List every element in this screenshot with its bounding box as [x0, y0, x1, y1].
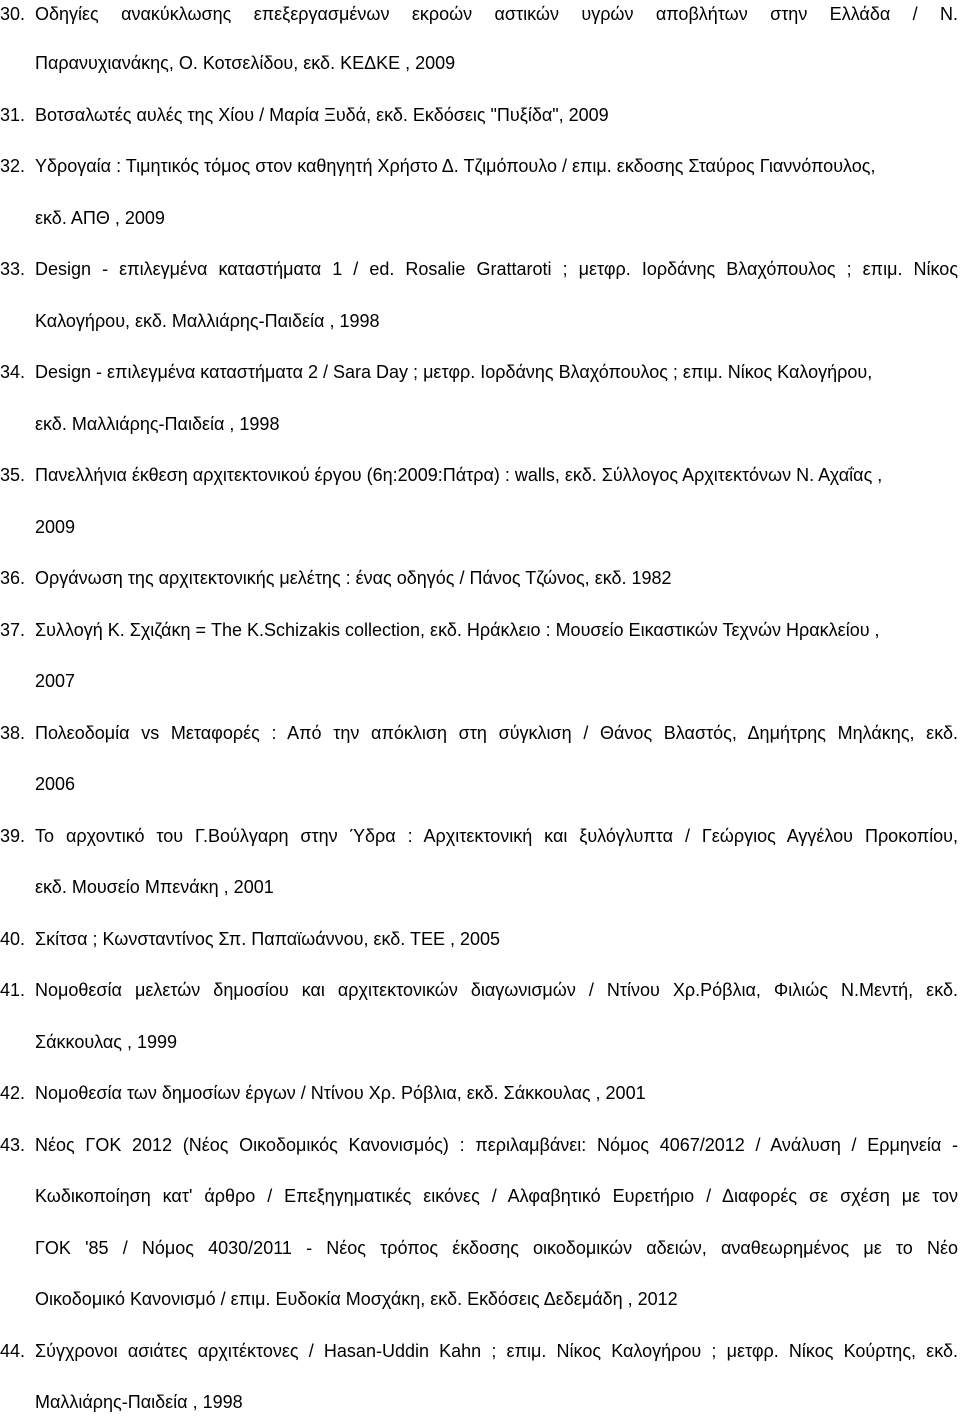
- entry-text: Οδηγίες ανακύκλωσης επεξεργασμένων εκροών αστικών υγρών αποβλήτων στην Ελλάδα / Ν.: [35, 4, 958, 24]
- entry-text: Βοτσαλωτές αυλές της Χίου / Μαρία Ξυδά, εκδ. Εκδόσεις "Πυξίδα", 2009: [35, 105, 609, 125]
- entry-text: Υδρογαία : Τιμητικός τόμος στον καθηγητή Χρήστο Δ. Τζιμόπουλο / επιμ. εκδοσης Σταύρος Γιαννόπουλος,: [35, 156, 876, 176]
- entry-number: 44.: [0, 1341, 26, 1361]
- list-item-continuation: [0, 873, 960, 901]
- list-item-continuation: [0, 770, 960, 798]
- entry-text: Σύγχρονοι ασιάτες αρχιτέκτονες / Hasan-Uddin Kahn ; επιμ. Νίκος Καλογήρου ; μετφρ. Νίκος Κούρτης, εκδ.: [35, 1341, 958, 1361]
- entry-text: 2007: [35, 671, 76, 691]
- list-item: [0, 822, 960, 850]
- list-item-continuation: [0, 49, 960, 77]
- entry-text: εκδ. Μουσείο Μπενάκη , 2001: [35, 877, 274, 897]
- entry-text: Νομοθεσία μελετών δημοσίου και αρχιτεκτονικών διαγωνισμών / Ντίνου Χρ.Ρόβλια, Φιλιώς Ν.Μεντή, εκδ.: [35, 980, 958, 1000]
- list-item: [0, 255, 960, 283]
- entry-number: 35.: [0, 465, 26, 485]
- entry-text: Σκίτσα ; Κωνσταντίνος Σπ. Παπαϊωάννου, εκδ. ΤΕΕ , 2005: [35, 929, 501, 949]
- list-item-continuation: [0, 204, 960, 232]
- list-item-continuation: [0, 667, 960, 695]
- list-item: [0, 152, 960, 180]
- entry-text: Οικοδομικό Κανονισμό / επιμ. Ευδοκία Μοσχάκη, εκδ. Εκδόσεις Δεδεμάδη , 2012: [35, 1289, 678, 1309]
- entry-number: 34.: [0, 362, 26, 382]
- list-item-continuation: [0, 1234, 960, 1262]
- list-item-continuation: [0, 1182, 960, 1210]
- entry-number: 37.: [0, 620, 26, 640]
- list-item-continuation: [0, 1285, 960, 1313]
- list-item: [0, 0, 960, 28]
- list-item-continuation: [0, 307, 960, 335]
- list-item: [0, 1131, 960, 1159]
- entry-text: Παρανυχιανάκης, Ο. Κοτσελίδου, εκδ. ΚΕΔΚΕ , 2009: [35, 53, 456, 73]
- entry-text: Καλογήρου, εκδ. Μαλλιάρης-Παιδεία , 1998: [35, 311, 380, 331]
- entry-text: Οργάνωση της αρχιτεκτονικής μελέτης : ένας οδηγός / Πάνος Τζώνος, εκδ. 1982: [35, 568, 672, 588]
- entry-number: 38.: [0, 723, 26, 743]
- entry-text: Design - επιλεγμένα καταστήματα 2 / Sara Day ; μετφρ. Ιορδάνης Βλαχόπουλος ; επιμ. Νίκος Καλογήρου,: [35, 362, 873, 382]
- entry-text: εκδ. Μαλλιάρης-Παιδεία , 1998: [35, 414, 280, 434]
- entry-number: 41.: [0, 980, 26, 1000]
- list-item-continuation: [0, 1028, 960, 1056]
- list-item: [0, 101, 960, 129]
- list-item: [0, 976, 960, 1004]
- list-item: [0, 358, 960, 386]
- list-item: [0, 461, 960, 489]
- list-item: [0, 925, 960, 953]
- entry-number: 30.: [0, 4, 26, 24]
- entry-number: 40.: [0, 929, 26, 949]
- list-item: [0, 1337, 960, 1365]
- entry-number: 32.: [0, 156, 26, 176]
- list-item: [0, 1079, 960, 1107]
- entry-text: Πανελλήνια έκθεση αρχιτεκτονικού έργου (6η:2009:Πάτρα) : walls, εκδ. Σύλλογος Αρχιτεκτόνων Ν. Αχαΐας ,: [35, 465, 883, 485]
- entry-number: 43.: [0, 1135, 26, 1155]
- entry-text: Design - επιλεγμένα καταστήματα 1 / ed. Rosalie Grattaroti ; μετφρ. Ιορδάνης Βλαχόπουλος ; επιμ. Νίκος: [35, 259, 958, 279]
- entry-text: Νέος ΓΟΚ 2012 (Νέος Οικοδομικός Κανονισμός) : περιλαμβάνει: Νόμος 4067/2012 / Ανάλυση / Ερμηνεία -: [35, 1135, 958, 1155]
- list-item-continuation: [0, 410, 960, 438]
- entry-number: 36.: [0, 568, 26, 588]
- entry-number: 39.: [0, 826, 26, 846]
- entry-text: Σάκκουλας , 1999: [35, 1032, 178, 1052]
- entry-text: 2009: [35, 517, 76, 537]
- entry-text: Νομοθεσία των δημοσίων έργων / Ντίνου Χρ. Ρόβλια, εκδ. Σάκκουλας , 2001: [35, 1083, 646, 1103]
- list-item-continuation: [0, 513, 960, 541]
- list-item-continuation: [0, 1388, 960, 1416]
- entry-text: Πολεοδομία vs Μεταφορές : Από την απόκλιση στη σύγκλιση / Θάνος Βλαστός, Δημήτρης Μηλάκης, εκδ.: [35, 723, 958, 743]
- entry-text: Κωδικοποίηση κατ' άρθρο / Επεξηγηματικές εικόνες / Αλφαβητικό Ευρετήριο / Διαφορές σε σχέση με τον: [35, 1186, 958, 1206]
- entry-text: Μαλλιάρης-Παιδεία , 1998: [35, 1392, 243, 1412]
- entry-text: Συλλογή Κ. Σχιζάκη = The K.Schizakis collection, εκδ. Ηράκλειο : Μουσείο Εικαστικών Τεχνών Ηρακλείου ,: [35, 620, 880, 640]
- list-item: [0, 616, 960, 644]
- entry-number: 31.: [0, 105, 26, 125]
- entry-text: 2006: [35, 774, 76, 794]
- list-item: [0, 719, 960, 747]
- entry-text: εκδ. ΑΠΘ , 2009: [35, 208, 165, 228]
- entry-number: 33.: [0, 259, 26, 279]
- entry-text: ΓΟΚ '85 / Νόμος 4030/2011 - Νέος τρόπος έκδοσης οικοδομικών αδειών, αναθεωρημένος με το Νέο: [35, 1238, 958, 1258]
- list-item: [0, 564, 960, 592]
- entry-text: Το αρχοντικό του Γ.Βούλγαρη στην Ύδρα : Αρχιτεκτονική και ξυλόγλυπτα / Γεώργιος Αγγέλου Προκοπίου,: [35, 826, 958, 846]
- entry-number: 42.: [0, 1083, 26, 1103]
